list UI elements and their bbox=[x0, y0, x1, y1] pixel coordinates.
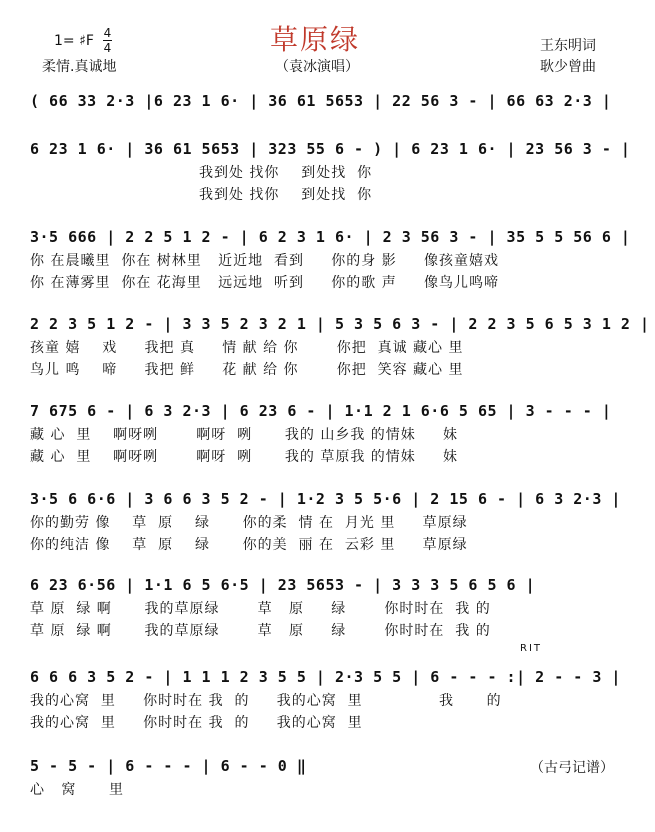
key-label: 1= ♯F bbox=[54, 33, 94, 49]
lyric-line-1: 心 窝 里 bbox=[30, 782, 125, 798]
page-title: 草原绿 bbox=[270, 23, 361, 56]
lyric-line-1: 我到处 找你 到处找 你 bbox=[30, 165, 373, 181]
notes-line: 6 23 1 6· | 36 61 5653 | 323 55 6 - ) | 6 23 1 6· | 23 56 3 - | bbox=[30, 140, 631, 158]
notes-line: 2 2 3 5 1 2 - | 3 3 5 2 3 2 1 | 5 3 5 6 3 - | 2 2 3 5 6 5 3 1 2 | bbox=[30, 315, 650, 333]
lyric-line-2: 藏 心 里 啊呀咧 啊呀 咧 我的 草原我 的情妹 妹 bbox=[30, 449, 459, 465]
lyric-line-2: 你 在薄雾里 你在 花海里 远远地 听到 你的歌 声 像鸟儿鸣啼 bbox=[30, 275, 500, 291]
score-row-2 bbox=[30, 140, 630, 204]
composer: 耿少曾曲 bbox=[540, 59, 596, 75]
score-row-5 bbox=[30, 402, 611, 466]
lyric-line-1: 你 在晨曦里 你在 树林里 近近地 看到 你的身 影 像孩童嬉戏 bbox=[30, 253, 500, 269]
time-bottom: 4 bbox=[103, 41, 112, 55]
score-row-6 bbox=[30, 490, 621, 554]
notes-line: 7 675 6 - | 6 3 2·3 | 6 23 6 - | 1·1 2 1 6·6 5 65 | 3 - - - | bbox=[30, 402, 612, 420]
lyric-line-2: 你的纯洁 像 草 原 绿 你的美 丽 在 云彩 里 草原绿 bbox=[30, 537, 468, 553]
lyric-line-2: 我的心窝 里 你时时在 我 的 我的心窝 里 bbox=[30, 715, 363, 731]
lyric-line-2: 我到处 找你 到处找 你 bbox=[30, 187, 373, 203]
score-row-3 bbox=[30, 228, 630, 292]
lyric-line-2: 鸟儿 鸣 啼 我把 鲜 花 献 给 你 你把 笑容 藏心 里 bbox=[30, 362, 464, 378]
score-row-1 bbox=[30, 92, 611, 110]
rit-marking: RIT bbox=[520, 643, 543, 654]
notes-line: 3·5 6 6·6 | 3 6 6 3 5 2 - | 1·2 3 5 5·6 | 2 15 6 - | 6 3 2·3 | bbox=[30, 490, 621, 508]
lyric-line-2: 草 原 绿 啊 我的草原绿 草 原 绿 你时时在 我 的 bbox=[30, 623, 491, 639]
transcriber-note: （古弓记谱） bbox=[530, 760, 614, 776]
lyric-line-1: 孩童 嬉 戏 我把 真 情 献 给 你 你把 真诚 藏心 里 bbox=[30, 340, 464, 356]
score-row-9 bbox=[30, 757, 306, 799]
time-signature bbox=[103, 27, 112, 54]
time-top: 4 bbox=[103, 26, 112, 40]
notes-line: 6 6 6 3 5 2 - | 1 1 1 2 3 5 5 | 2·3 5 5 | 6 - - - :| 2 - - 3 | bbox=[30, 668, 621, 686]
notes-line: 3·5 666 | 2 2 5 1 2 - | 6 2 3 1 6· | 2 3 56 3 - | 35 5 5 56 6 | bbox=[30, 228, 631, 246]
lyric-line-1: 藏 心 里 啊呀咧 啊呀 咧 我的 山乡我 的情妹 妹 bbox=[30, 427, 459, 443]
performer: （袁冰演唱） bbox=[275, 59, 359, 75]
notes-line: 6 23 6·56 | 1·1 6 5 6·5 | 23 5653 - | 3 3 3 5 6 5 6 | bbox=[30, 576, 536, 594]
notes-line: ( 66 33 2·3 |6 23 1 6· | 36 61 5653 | 22 56 3 - | 66 63 2·3 | bbox=[30, 92, 612, 110]
lyric-line-1: 草 原 绿 啊 我的草原绿 草 原 绿 你时时在 我 的 bbox=[30, 601, 491, 617]
score-row-8 bbox=[30, 668, 621, 732]
score-row-7 bbox=[30, 576, 535, 640]
key-signature bbox=[54, 33, 94, 49]
notes-line: 5 - 5 - | 6 - - - | 6 - - 0 ‖ bbox=[30, 757, 307, 775]
lyric-line-1: 我的心窝 里 你时时在 我 的 我的心窝 里 我 的 bbox=[30, 693, 502, 709]
lyricist: 王东明词 bbox=[540, 38, 596, 54]
lyric-line-1: 你的勤劳 像 草 原 绿 你的柔 情 在 月光 里 草原绿 bbox=[30, 515, 468, 531]
style-marking: 柔情.真诚地 bbox=[42, 59, 117, 75]
score-row-4 bbox=[30, 315, 650, 379]
